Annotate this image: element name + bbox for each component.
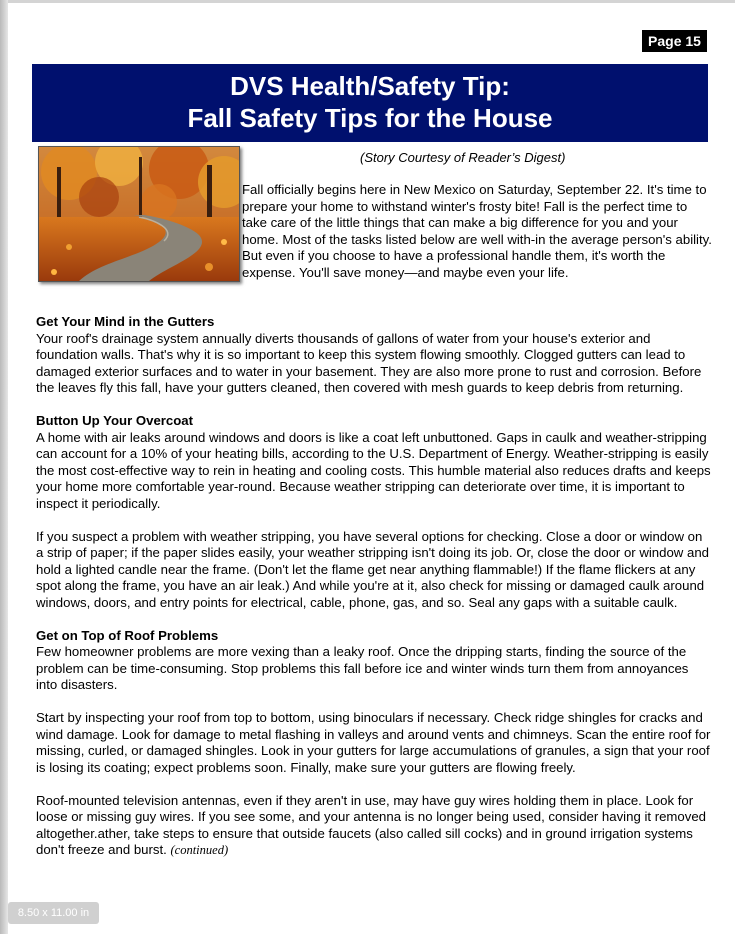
continued-note: (continued) [170, 843, 229, 857]
page-size-badge: 8.50 x 11.00 in [8, 902, 99, 924]
autumn-road-illustration [39, 147, 239, 281]
gutters-paragraph: Your roof's drainage system annually diverts thousands of gallons of water from your house's exterior and foundation walls. That's why it is so important to keep this system flowing smoothly. Clogged gutters can lead to damaged exterior surfaces and to water in your basement. They are also more prone to rust and corrosion. Before the leaves fly this fall, have your gutters cleaned, then covered with mesh guards to keep debris from returning. [36, 330, 702, 395]
autumn-road-photo [38, 146, 240, 282]
roof-paragraph-3 [36, 793, 712, 859]
title-line-1: DVS Health/Safety Tip: [230, 71, 510, 101]
page-number-badge: Page 15 [642, 30, 707, 52]
overcoat-paragraph-2: If you suspect a problem with weather stripping, you have several options for checking. Close a door or window on a strip of paper; if the paper slides easily, your weather stripping isn't doing its job. Or, close the door or window and hold a lighted candle near the frame. (Don't let the flame get near anything flammable!) If the flame flickers at any spot along the frame, you have an air leak.) And while you're at it, also check for missing or damaged caulk around windows, doors, and entry points for electrical, cable, phone, gas, and so. Seal any gaps with a suitable caulk. [36, 528, 709, 610]
article-body [36, 314, 712, 875]
section-heading-roof: Get on Top of Roof Problems [36, 627, 219, 643]
roof-paragraph-2: Start by inspecting your roof from top to bottom, using binoculars if necessary. Check ridge shingles for cracks and wind damage. Look for damage to metal flashing in valleys and around vents and chimneys. Scan the entire roof for missing, curled, or damaged shingles. Look in your gutters for large accumulations of granules, a sign that your roof is losing its coating; expect problems soon. Finally, make sure your gutters are flowing freely. [36, 710, 711, 775]
overcoat-paragraph-1: A home with air leaks around windows and doors is like a coat left unbuttoned. Gaps in caulk and weather-stripping can account for a 10% of your heating bills, according to the U.S. Department of Energy. Weather-stripping is easily the most cost-effective way to rein in heating and cooling costs. This humble material also reduces drafts and keeps your home more comfortable year-round. Because weather stripping can deteriorate over time, it is important to inspect it periodically. [36, 429, 711, 511]
section-heading-gutters: Get Your Mind in the Gutters [36, 314, 215, 329]
story-credit: (Story Courtesy of Reader’s Digest) [360, 150, 566, 165]
viewer-left-edge [0, 0, 8, 934]
roof-paragraph-3-text: Roof-mounted television antennas, even if they aren't in use, may have guy wires holding them in place. Look for loose or missing guy wires. If you see some, and your antenna is no longer being used, consider having it removed altogether.ather, take steps to ensure that outside faucets (also called sill cocks) and in ground irrigation systems don't freeze and burst. [36, 792, 707, 857]
section-heading-overcoat: Button Up Your Overcoat [36, 413, 194, 428]
page-top-edge [0, 0, 735, 3]
title-banner [32, 64, 708, 142]
roof-paragraph-1: Few homeowner problems are more vexing than a leaky roof. Once the dripping starts, finding the source of the problem can be time-consuming. Stop problems this fall before ice and winter winds turn them from annoyances into disasters. [36, 644, 689, 692]
title-line-2: Fall Safety Tips for the House [187, 103, 553, 133]
intro-paragraph: Fall officially begins here in New Mexico on Saturday, September 22. It's time to prepare your home to withstand winter's frosty bite! Fall is the perfect time to take care of the little things that can make a big difference for you and your home. Most of the tasks listed below are well with-in the average person's ability. But even if you choose to have a professional handle them, it's worth the expense. You'll save money—and maybe even your life. [242, 182, 712, 280]
